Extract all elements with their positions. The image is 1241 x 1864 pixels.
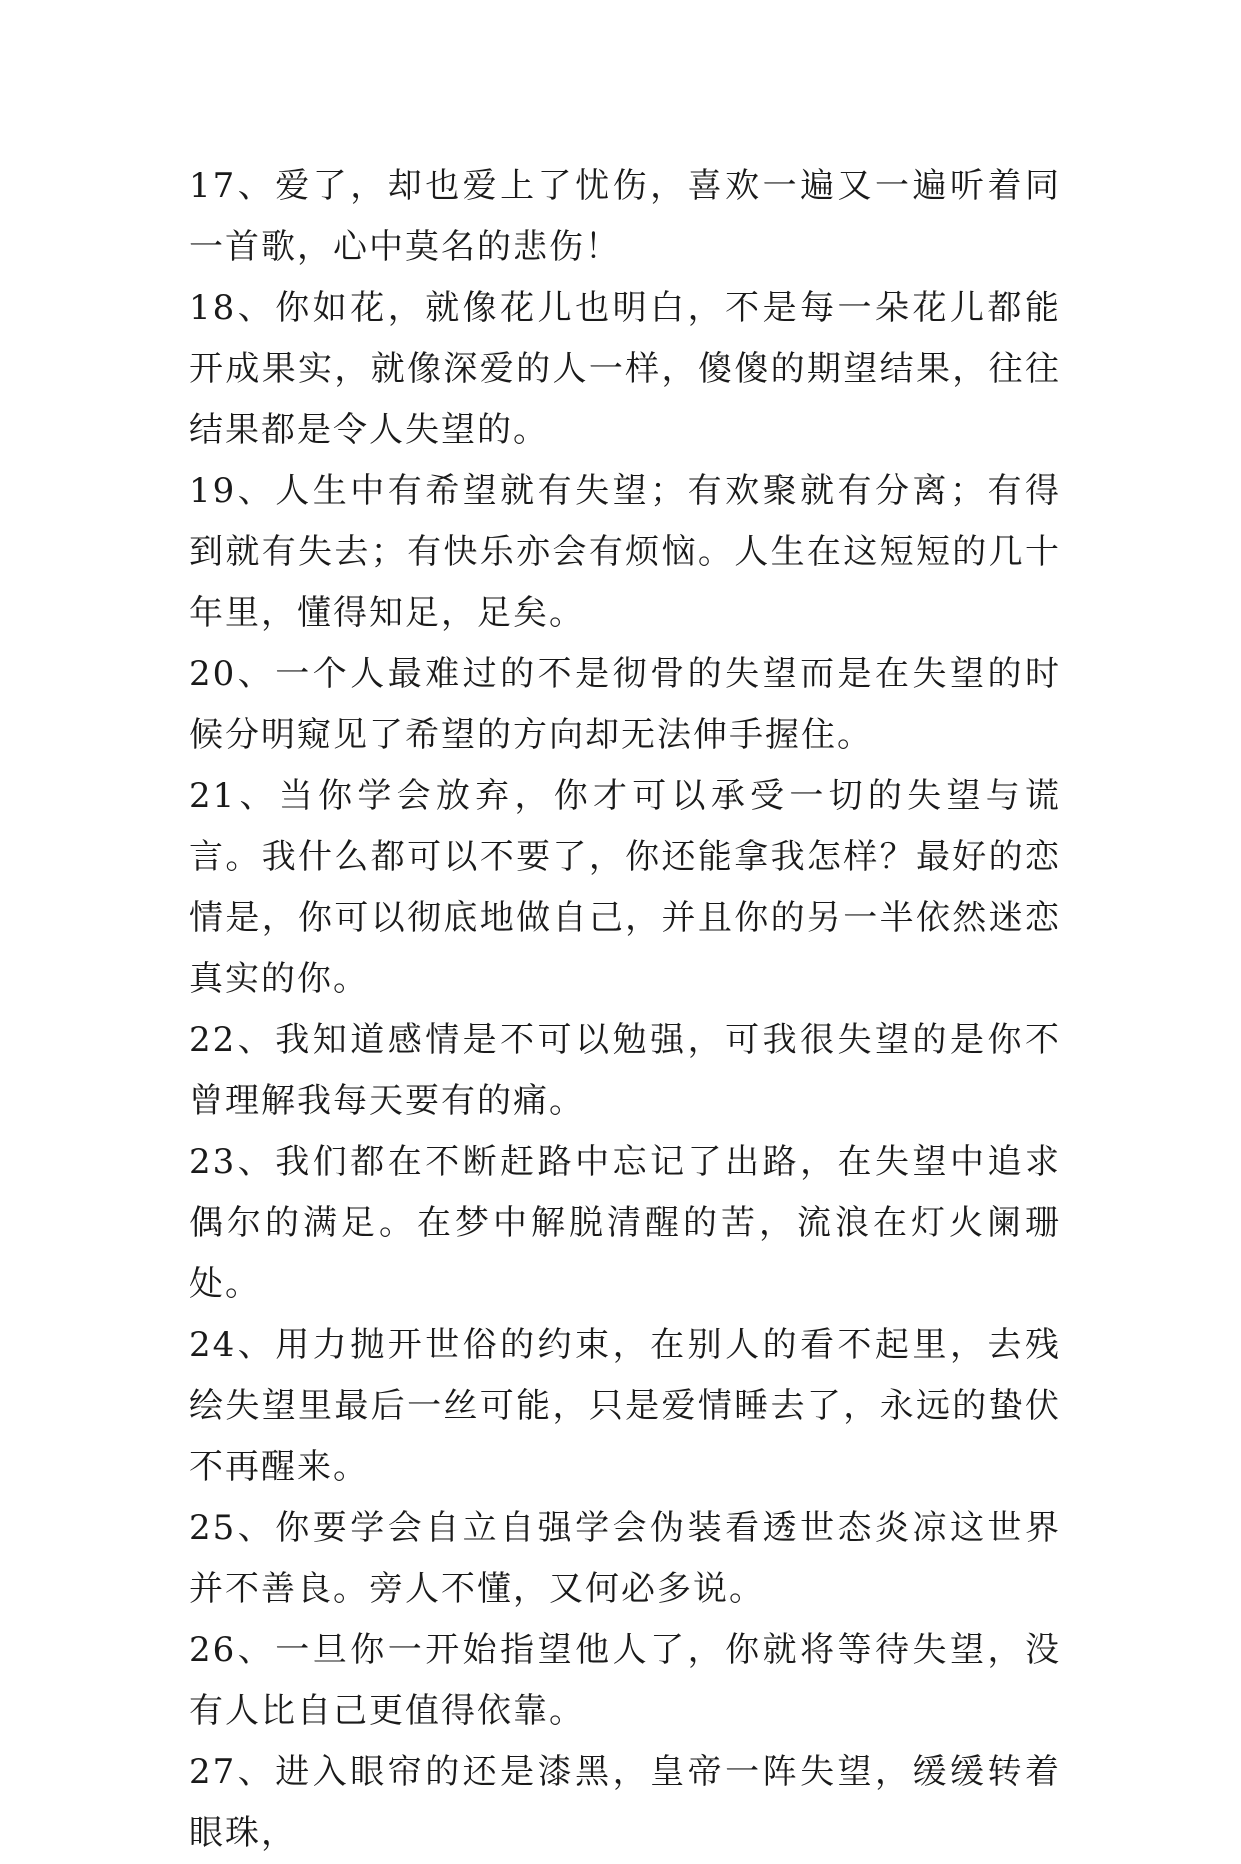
paragraph-22: 22、我知道感情是不可以勉强，可我很失望的是你不曾理解我每天要有的痛。 xyxy=(189,1020,1061,1121)
paragraph-19: 19、人生中有希望就有失望；有欢聚就有分离；有得到就有失去；有快乐亦会有烦恼。人生在这短短的几十年里，懂得知足，足矣。 xyxy=(189,471,1061,633)
paragraph-26: 26、一旦你一开始指望他人了，你就将等待失望，没有人比自己更值得依靠。 xyxy=(189,1630,1061,1731)
paragraph-23: 23、我们都在不断赶路中忘记了出路，在失望中追求偶尔的满足。在梦中解脱清醒的苦，流浪在灯火阑珊处。 xyxy=(189,1142,1061,1304)
paragraph-21: 21、当你学会放弃，你才可以承受一切的失望与谎言。我什么都可以不要了，你还能拿我怎样？最好的恋情是，你可以彻底地做自己，并且你的另一半依然迷恋真实的你。 xyxy=(189,776,1061,999)
document-page xyxy=(189,156,1061,1864)
paragraph-17: 17、爱了，却也爱上了忧伤，喜欢一遍又一遍听着同一首歌，心中莫名的悲伤！ xyxy=(189,166,1061,267)
paragraph-27: 27、进入眼帘的还是漆黑，皇帝一阵失望，缓缓转着眼珠， xyxy=(189,1752,1061,1853)
paragraph-25: 25、你要学会自立自强学会伪装看透世态炎凉这世界并不善良。旁人不懂，又何必多说。 xyxy=(189,1508,1061,1609)
paragraph-24: 24、用力抛开世俗的约束，在别人的看不起里，去残绘失望里最后一丝可能，只是爱情睡去了，永远的蛰伏不再醒来。 xyxy=(189,1325,1061,1487)
paragraph-20: 20、一个人最难过的不是彻骨的失望而是在失望的时候分明窥见了希望的方向却无法伸手握住。 xyxy=(189,654,1061,755)
paragraph-18: 18、你如花，就像花儿也明白，不是每一朵花儿都能开成果实，就像深爱的人一样，傻傻的期望结果，往往结果都是令人失望的。 xyxy=(189,288,1061,450)
